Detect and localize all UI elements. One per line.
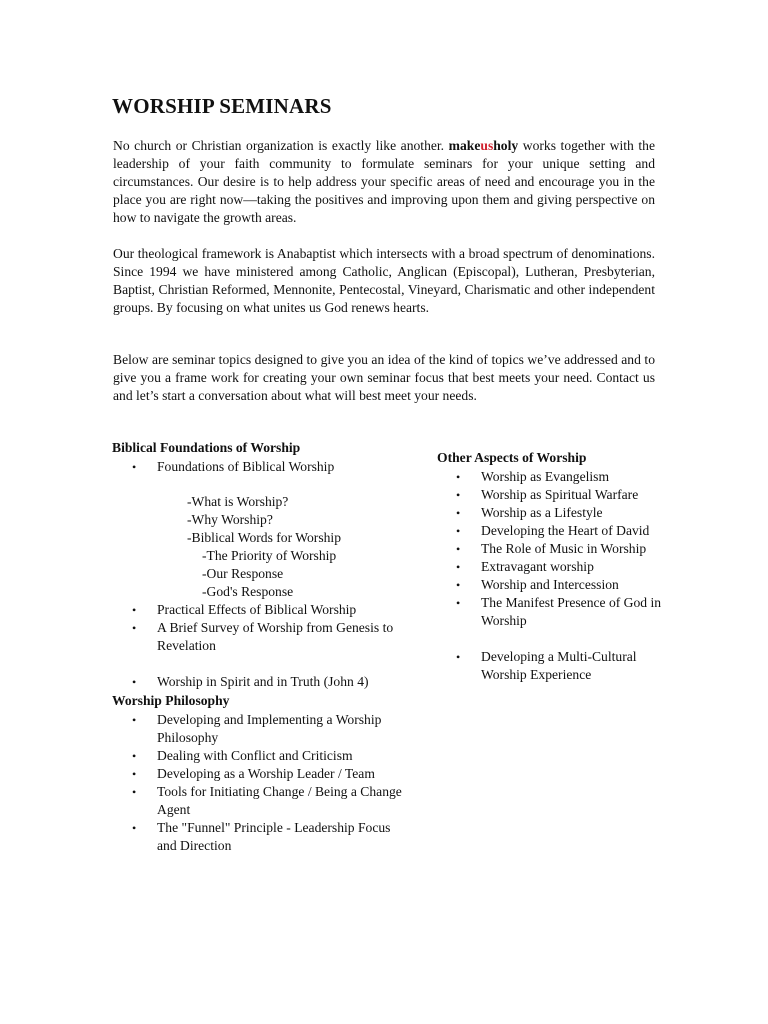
intro-p1-lead: No church or Christian organization is exactly like another.: [113, 138, 445, 153]
list-item: • Developing a Multi-Cultural Worship Experience: [436, 648, 676, 684]
list-item: • Dealing with Conflict and Criticism: [112, 747, 402, 765]
biblical-foundations-first-list: [112, 458, 422, 476]
list-item: • Worship in Spirit and in Truth (John 4): [112, 673, 437, 691]
list-item: • The "Funnel" Principle - Leadership Focus and Direction: [112, 819, 402, 855]
list-item: • Worship as Evangelism: [436, 468, 676, 486]
list-item: • The Role of Music in Worship: [436, 540, 676, 558]
intro-paragraph-3: Below are seminar topics designed to give you an idea of the kind of topics we’ve addressed and to give you a frame work for creating your own seminar focus that best meets your need. Contact us and let’s start a conversation about what will best meet your needs.: [113, 352, 655, 403]
subtopic-item: -Why Worship?: [187, 512, 273, 527]
intro-paragraph-1: [113, 137, 655, 227]
list-item: • Worship as a Lifestyle: [436, 504, 676, 522]
list-item: • Foundations of Biblical Worship: [112, 458, 422, 476]
biblical-foundations-rest-list: [112, 601, 437, 691]
subtopic-item: -The Priority of Worship: [202, 548, 337, 563]
other-aspects-heading: Other Aspects of Worship: [437, 450, 587, 465]
brand-part-holy: holy: [493, 138, 519, 153]
subtopic-item: -Biblical Words for Worship: [187, 530, 341, 545]
list-item: • Practical Effects of Biblical Worship: [112, 601, 437, 619]
other-aspects-list: [436, 468, 676, 684]
subtopic-item: -What is Worship?: [187, 494, 289, 509]
list-item: • Tools for Initiating Change / Being a Change Agent: [112, 783, 402, 819]
worship-philosophy-list: [112, 711, 402, 855]
brand-name: [449, 138, 519, 153]
biblical-foundations-heading: Biblical Foundations of Worship: [112, 440, 301, 455]
list-item: • Developing as a Worship Leader / Team: [112, 765, 402, 783]
brand-part-us: us: [480, 138, 494, 153]
list-item: • A Brief Survey of Worship from Genesis to Revelation: [112, 619, 437, 655]
list-item: • Worship as Spiritual Warfare: [436, 486, 676, 504]
intro-paragraph-2: Our theological framework is Anabaptist which intersects with a broad spectrum of denominations. Since 1994 we have ministered among Catholic, Anglican (Episcopal), Lutheran, Presbyterian, Baptist, Christian Reformed, Mennonite, Pentecostal, Vineyard, Charismatic and other independent groups. By focusing on what unites us God renews hearts.: [113, 246, 655, 315]
list-item: • Worship and Intercession: [436, 576, 676, 594]
intro-p1-rest: works together with the leadership of your faith community to formulate seminars for your unique setting and circumstances. Our desire is to help address your specific areas of need and encourage you in the place you are right now—taking the positives and improving upon them and giving perspective on how to navigate the growth areas.: [113, 138, 655, 225]
brand-part-make: make: [448, 138, 481, 153]
subtopic-item: -Our Response: [202, 566, 284, 581]
subtopic-item: -God's Response: [202, 584, 294, 599]
list-item: • Extravagant worship: [436, 558, 676, 576]
worship-philosophy-heading: Worship Philosophy: [112, 693, 230, 708]
list-item: • Developing the Heart of David: [436, 522, 676, 540]
list-item: • Developing and Implementing a Worship Philosophy: [112, 711, 402, 747]
page-title: WORSHIP SEMINARS: [112, 94, 332, 118]
list-item: • The Manifest Presence of God in Worship: [436, 594, 676, 630]
biblical-subtopics: [187, 493, 341, 601]
